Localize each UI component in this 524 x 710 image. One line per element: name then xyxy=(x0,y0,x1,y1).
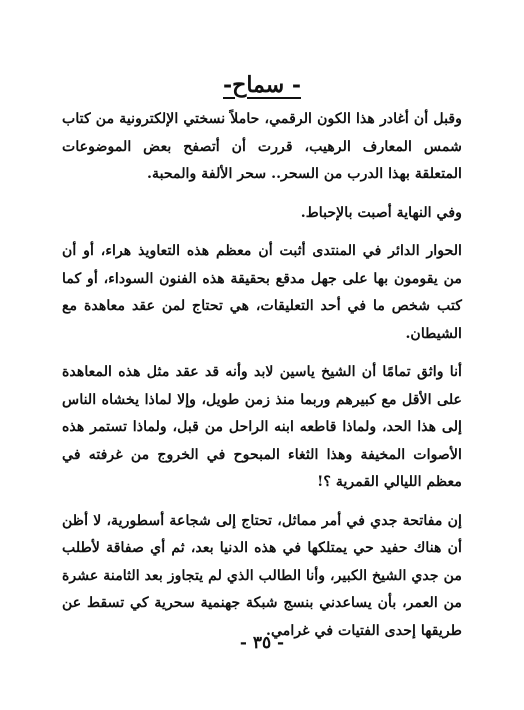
paragraph-5: إن مفاتحة جدي في أمر مماثل، تحتاج إلى شجاعة أسطورية، لا أظن أن هناك حفيد حي يمتلكها في هذه الدنيا بعد، ثم أي صفاقة لأطلب من جدي الشيخ الكبير، وأنا الطالب الذي لم يتجاوز بعد الثامنة عشرة من العمر، بأن يساعدني بنسج شبكة جهنمية سحرية كي تسقط عن طريقها إحدى الفتيات في غرامي. xyxy=(61,512,462,639)
chapter-title xyxy=(62,70,462,100)
paragraph-1: وقبل أن أغادر هذا الكون الرقمي، حاملاً نسختي الإلكترونية من كتاب شمس المعارف الرهيب، قررت أن أتصفح بعض الموضوعات المتعلقة بهذا الدرب من السحر.. سحر الألفة والمحبة. xyxy=(62,111,462,182)
paragraph-2: وفي النهاية أصبت بالإحباط. xyxy=(300,204,462,221)
paragraph-4: أنا واثق تمامًا أن الشيخ ياسين لابد وأنه قد عقد مثل هذه المعاهدة على الأقل مع كبيرهم وربما منذ زمن طويل، وإلا لماذا يخشاه الناس إلى هذا الحد، ولماذا قاطعه ابنه الراحل من قبل، ولماذا تستمر هذه الأصوات المخيفة وهذا الثغاء المبحوح في الخروج من غرفته في معظم الليالي القمرية ؟! xyxy=(62,364,462,490)
chapter-title-text: - سماح- xyxy=(223,72,301,98)
paragraph-3: الحوار الدائر في المنتدى أثبت أن معظم هذه التعاويذ هراء، أو أن من يقومون بها على جهل مدقع بحقيقة هذه الفنون السوداء، أو كما كتب شخص ما في أحد التعليقات، هي تحتاج لمن عقد معاهدة مع الشيطان. xyxy=(62,243,462,342)
page-number: - ٣٥ - xyxy=(239,633,285,653)
